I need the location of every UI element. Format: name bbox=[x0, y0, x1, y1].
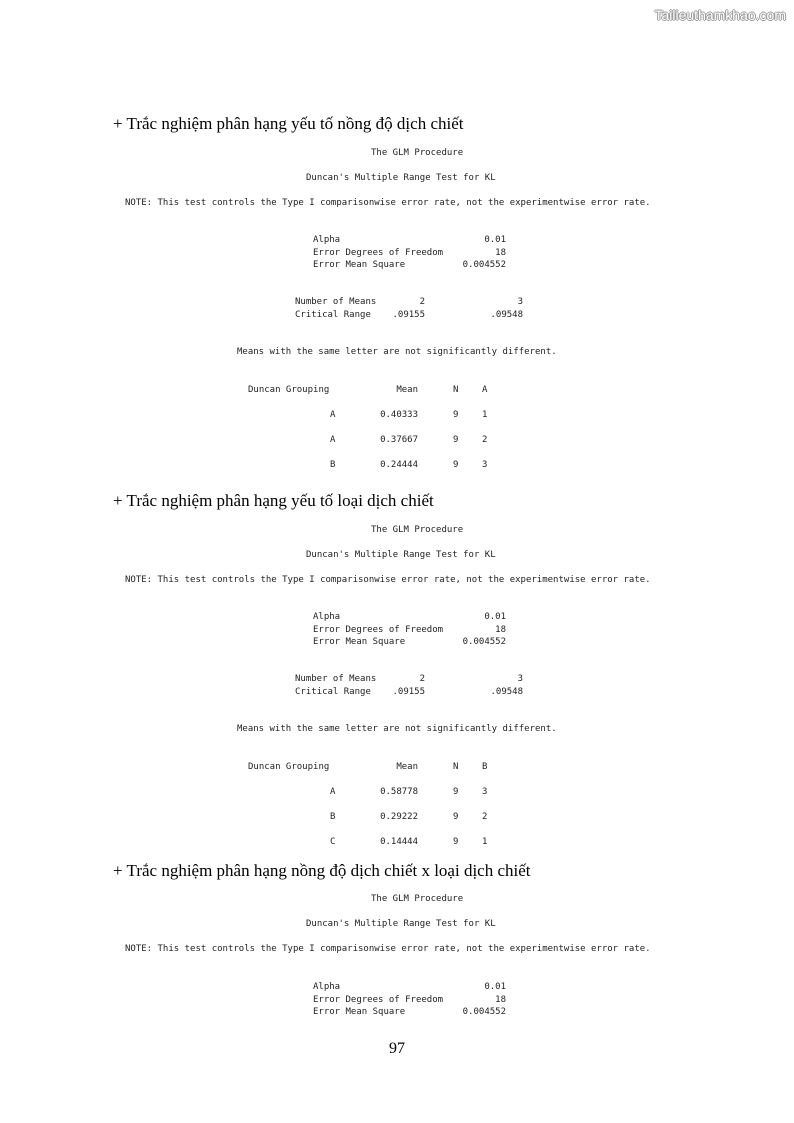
test-title: Duncan's Multiple Range Test for KL bbox=[306, 173, 496, 183]
error-ms-value: 0.004552 bbox=[462, 260, 506, 270]
alpha-value: 0.01 bbox=[484, 235, 506, 245]
row-3-n: 9 bbox=[453, 460, 459, 470]
row-3-n: 9 bbox=[453, 837, 459, 847]
row-2-n: 9 bbox=[453, 435, 459, 445]
row-1-level: 3 bbox=[482, 787, 488, 797]
alpha-value: 0.01 bbox=[484, 612, 506, 622]
means-2: 2 bbox=[419, 297, 425, 307]
row-2-level: 2 bbox=[482, 812, 488, 822]
section-1-heading: + Trắc nghiệm phân hạng yếu tố nồng độ dịch chiết bbox=[113, 114, 464, 133]
note-text: NOTE: This test controls the Type I comparisonwise error rate, not the experimentwise error rate. bbox=[125, 198, 651, 208]
error-ms-label: Error Mean Square bbox=[313, 1007, 406, 1017]
col-n: N bbox=[453, 762, 459, 772]
critical-range-3: .09548 bbox=[490, 687, 523, 697]
critical-range-3: .09548 bbox=[490, 310, 523, 320]
col-factor: A bbox=[482, 385, 488, 395]
critical-range-2: .09155 bbox=[392, 310, 425, 320]
row-3-level: 1 bbox=[482, 837, 488, 847]
error-df-label: Error Degrees of Freedom bbox=[313, 995, 444, 1005]
error-df-value: 18 bbox=[495, 995, 506, 1005]
critical-range-label: Critical Range bbox=[295, 687, 371, 697]
critical-range-2: .09155 bbox=[392, 687, 425, 697]
note-text: NOTE: This test controls the Type I comparisonwise error rate, not the experimentwise error rate. bbox=[125, 575, 651, 585]
row-3-mean: 0.24444 bbox=[380, 460, 418, 470]
row-2-level: 2 bbox=[482, 435, 488, 445]
row-3-mean: 0.14444 bbox=[380, 837, 418, 847]
alpha-label: Alpha bbox=[313, 982, 341, 992]
note-text: NOTE: This test controls the Type I comparisonwise error rate, not the experimentwise error rate. bbox=[125, 944, 651, 954]
watermark: Tailieuthamkhao.com bbox=[654, 7, 786, 23]
means-3: 3 bbox=[517, 297, 523, 307]
row-1-level: 1 bbox=[482, 410, 488, 420]
means-2: 2 bbox=[419, 674, 425, 684]
row-2-mean: 0.37667 bbox=[380, 435, 418, 445]
col-mean: Mean bbox=[396, 385, 418, 395]
row-3-level: 3 bbox=[482, 460, 488, 470]
row-2-group: A bbox=[330, 435, 336, 445]
error-ms-label: Error Mean Square bbox=[313, 637, 406, 647]
alpha-label: Alpha bbox=[313, 235, 341, 245]
error-df-value: 18 bbox=[495, 625, 506, 635]
row-2-mean: 0.29222 bbox=[380, 812, 418, 822]
error-ms-value: 0.004552 bbox=[462, 1007, 506, 1017]
col-mean: Mean bbox=[396, 762, 418, 772]
row-3-group: C bbox=[330, 837, 336, 847]
procedure-title: The GLM Procedure bbox=[371, 525, 464, 535]
alpha-value: 0.01 bbox=[484, 982, 506, 992]
section-3-heading: + Trắc nghiệm phân hạng nồng độ dịch chiết x loại dịch chiết bbox=[113, 861, 531, 880]
row-2-n: 9 bbox=[453, 812, 459, 822]
means-3: 3 bbox=[517, 674, 523, 684]
error-ms-label: Error Mean Square bbox=[313, 260, 406, 270]
page-number: 97 bbox=[389, 1040, 405, 1057]
error-df-label: Error Degrees of Freedom bbox=[313, 625, 444, 635]
row-1-n: 9 bbox=[453, 410, 459, 420]
number-of-means-label: Number of Means bbox=[295, 674, 377, 684]
error-df-label: Error Degrees of Freedom bbox=[313, 248, 444, 258]
row-1-mean: 0.58778 bbox=[380, 787, 418, 797]
row-1-group: A bbox=[330, 787, 336, 797]
error-ms-value: 0.004552 bbox=[462, 637, 506, 647]
critical-range-label: Critical Range bbox=[295, 310, 371, 320]
test-title: Duncan's Multiple Range Test for KL bbox=[306, 919, 496, 929]
number-of-means-label: Number of Means bbox=[295, 297, 377, 307]
procedure-title: The GLM Procedure bbox=[371, 894, 464, 904]
same-letter-note: Means with the same letter are not significantly different. bbox=[237, 724, 557, 734]
row-1-group: A bbox=[330, 410, 336, 420]
procedure-title: The GLM Procedure bbox=[371, 148, 464, 158]
row-1-mean: 0.40333 bbox=[380, 410, 418, 420]
alpha-label: Alpha bbox=[313, 612, 341, 622]
col-factor: B bbox=[482, 762, 488, 772]
section-2-heading: + Trắc nghiệm phân hạng yếu tố loại dịch chiết bbox=[113, 491, 434, 510]
same-letter-note: Means with the same letter are not significantly different. bbox=[237, 347, 557, 357]
test-title: Duncan's Multiple Range Test for KL bbox=[306, 550, 496, 560]
col-duncan-grouping: Duncan Grouping bbox=[248, 385, 330, 395]
error-df-value: 18 bbox=[495, 248, 506, 258]
row-1-n: 9 bbox=[453, 787, 459, 797]
col-n: N bbox=[453, 385, 459, 395]
row-2-group: B bbox=[330, 812, 336, 822]
col-duncan-grouping: Duncan Grouping bbox=[248, 762, 330, 772]
row-3-group: B bbox=[330, 460, 336, 470]
